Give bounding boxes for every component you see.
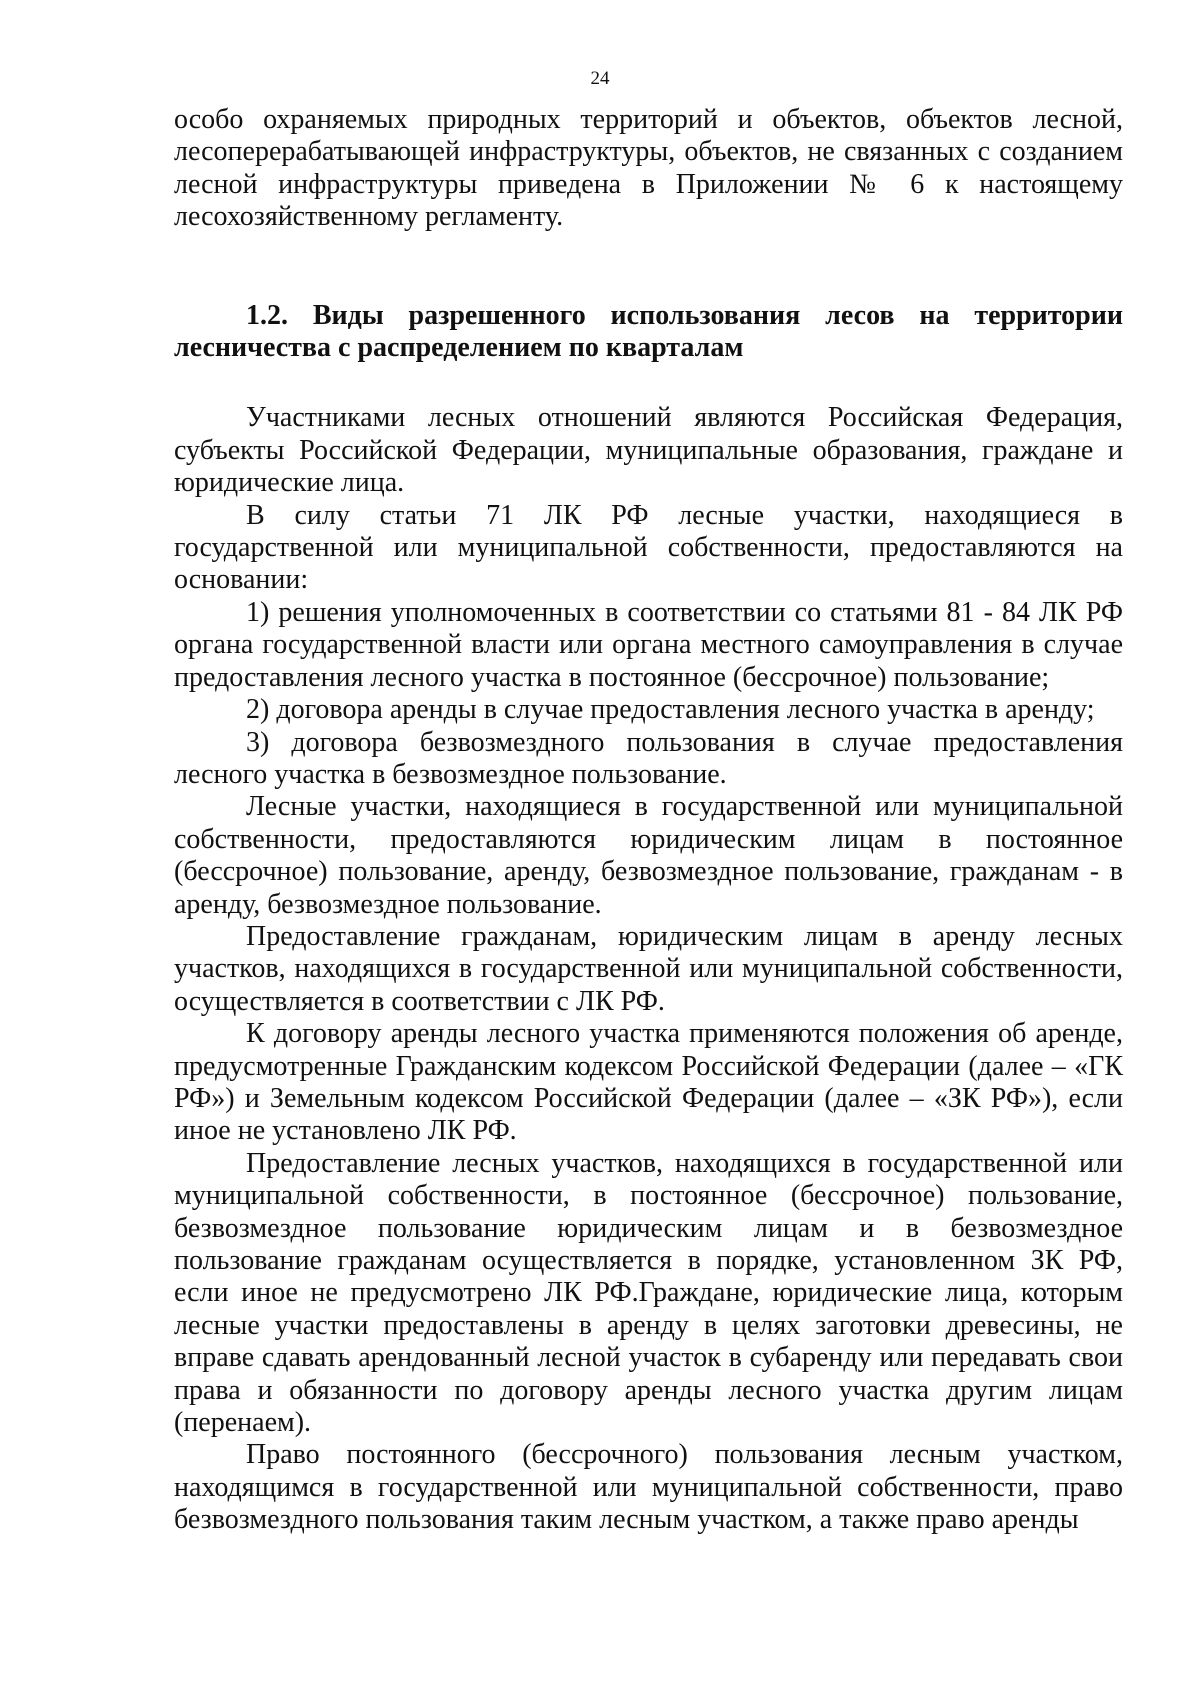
list-item-3: 3) договора безвозмездного пользования в случае предоставления лесного участка в безвозмездное пользование.: [174, 726, 1123, 790]
continuation-paragraph: особо охраняемых природных территорий и объектов, объектов лесной, лесоперерабатывающей инфраструктуры, объектов, не связанных с созданием лесной инфраструктуры приведена в Приложении № 6 к настоящему лесохозяйственному регламенту.: [174, 104, 1123, 233]
paragraph-right-of-use: Право постоянного (бессрочного) пользования лесным участком, находящимся в государственной или муниципальной собственности, право безвозмездного пользования таким лесным участком, а также право аренды: [174, 1439, 1123, 1536]
paragraph-forest-plots: Лесные участки, находящиеся в государственной или муниципальной собственности, предоставляются юридическим лицам в постоянное (бессрочное) пользование, аренду, безвозмездное пользование, гражданам - в аренду, безвозмездное пользование.: [174, 791, 1123, 920]
paragraph-article-71: В силу статьи 71 ЛК РФ лесные участки, находящиеся в государственной или муниципальной собственности, предоставляются на основании:: [174, 499, 1123, 596]
list-item-1: 1) решения уполномоченных в соответствии со статьями 81 - 84 ЛК РФ органа государственной власти или органа местного самоуправления в случае предоставления лесного участка в постоянное (бессрочное) пользование;: [174, 596, 1123, 693]
paragraph-provision: Предоставление гражданам, юридическим лицам в аренду лесных участков, находящихся в государственной или муниципальной собственности, осуществляется в соответствии с ЛК РФ.: [174, 920, 1123, 1017]
document-body: [174, 104, 1123, 1537]
paragraph-permanent-use: Предоставление лесных участков, находящихся в государственной или муниципальной собственности, в постоянное (бессрочное) пользование, безвозмездное пользование юридическим лицам и в безвозмездное пользование гражданам осуществляется в порядке, установленном ЗК РФ, если иное не предусмотрено ЛК РФ.Граждане, юридические лица, которым лесные участки предоставлены в аренду в целях заготовки древесины, не вправе сдавать арендованный лесной участок в субаренду или передавать свои права и обязанности по договору аренды лесного участка другим лицам (перенаем).: [174, 1147, 1123, 1439]
section-heading: 1.2. Виды разрешенного использования лесов на территории лесничества с распределением по кварталам: [174, 299, 1123, 364]
page-number: 24: [590, 68, 610, 89]
paragraph-participants: Участниками лесных отношений являются Российская Федерация, субъекты Российской Федерации, муниципальные образования, граждане и юридические лица.: [174, 402, 1123, 499]
paragraph-lease-contract: К договору аренды лесного участка применяются положения об аренде, предусмотренные Гражданским кодексом Российской Федерации (далее – «ГК РФ») и Земельным кодексом Российской Федерации (далее – «ЗК РФ»), если иное не установлено ЛК РФ.: [174, 1018, 1123, 1147]
list-item-2: 2) договора аренды в случае предоставления лесного участка в аренду;: [246, 694, 1095, 726]
